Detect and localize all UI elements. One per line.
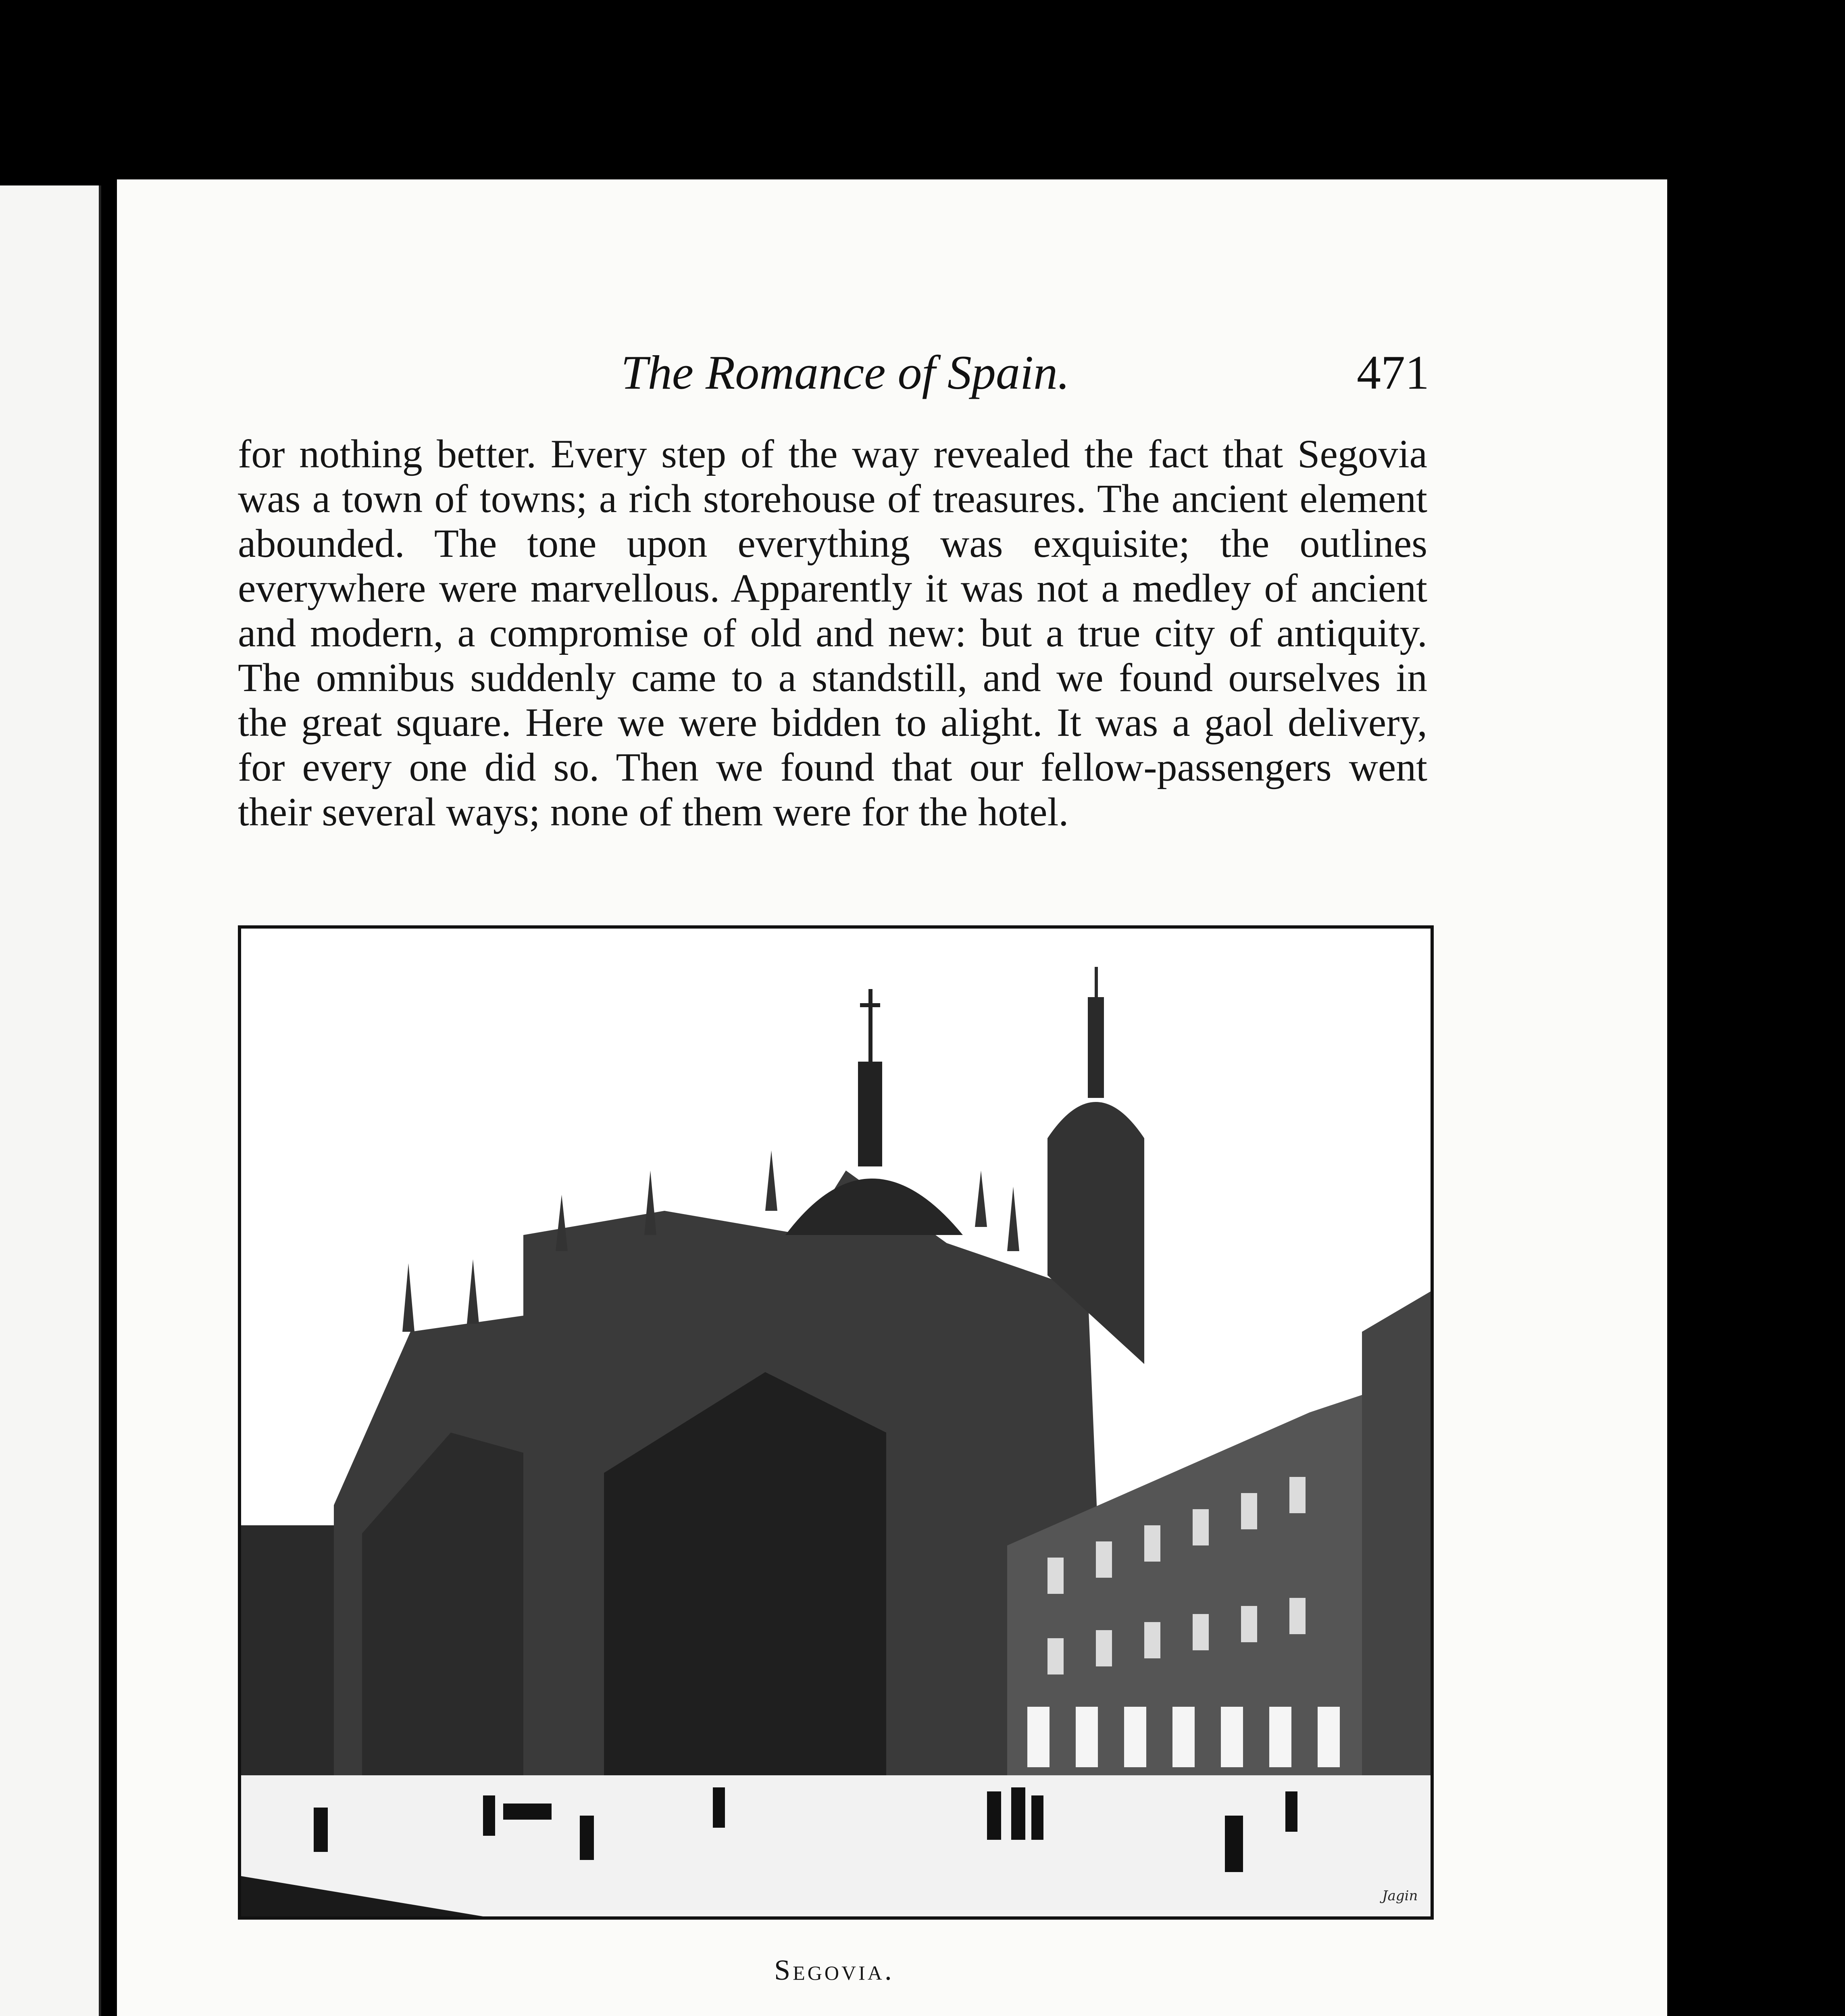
page-header	[117, 345, 1667, 413]
page-number: 471	[1357, 346, 1429, 399]
cathedral-engraving	[241, 929, 1431, 1916]
facing-page-edge	[0, 185, 101, 2016]
book-page	[117, 179, 1667, 2016]
paragraph: for nothing better. Every step of the way revealed the fact that Segovia was a town of towns; a rich storehouse of treasures. The ancient element abounded. The tone upon everything was exquisite; the outlines everywhere were marvellous. Apparently it was not a medley of ancient and modern, a compromise of old and new: but a true city of antiquity. The omnibus suddenly came to a standstill, and we found ourselves in the great square. Here we were bidden to alight. It was a gaol delivery, for every one did so. Then we found that our fellow-passengers went their several ways; none of them were for the hotel.	[238, 431, 1427, 834]
illustration-caption: Segovia.	[774, 1954, 894, 1986]
artist-signature: Jagin	[1382, 1888, 1418, 1904]
running-title: The Romance of Spain.	[621, 346, 1070, 399]
cathedral-illustration	[238, 925, 1434, 1920]
text-block-top	[238, 431, 1427, 834]
